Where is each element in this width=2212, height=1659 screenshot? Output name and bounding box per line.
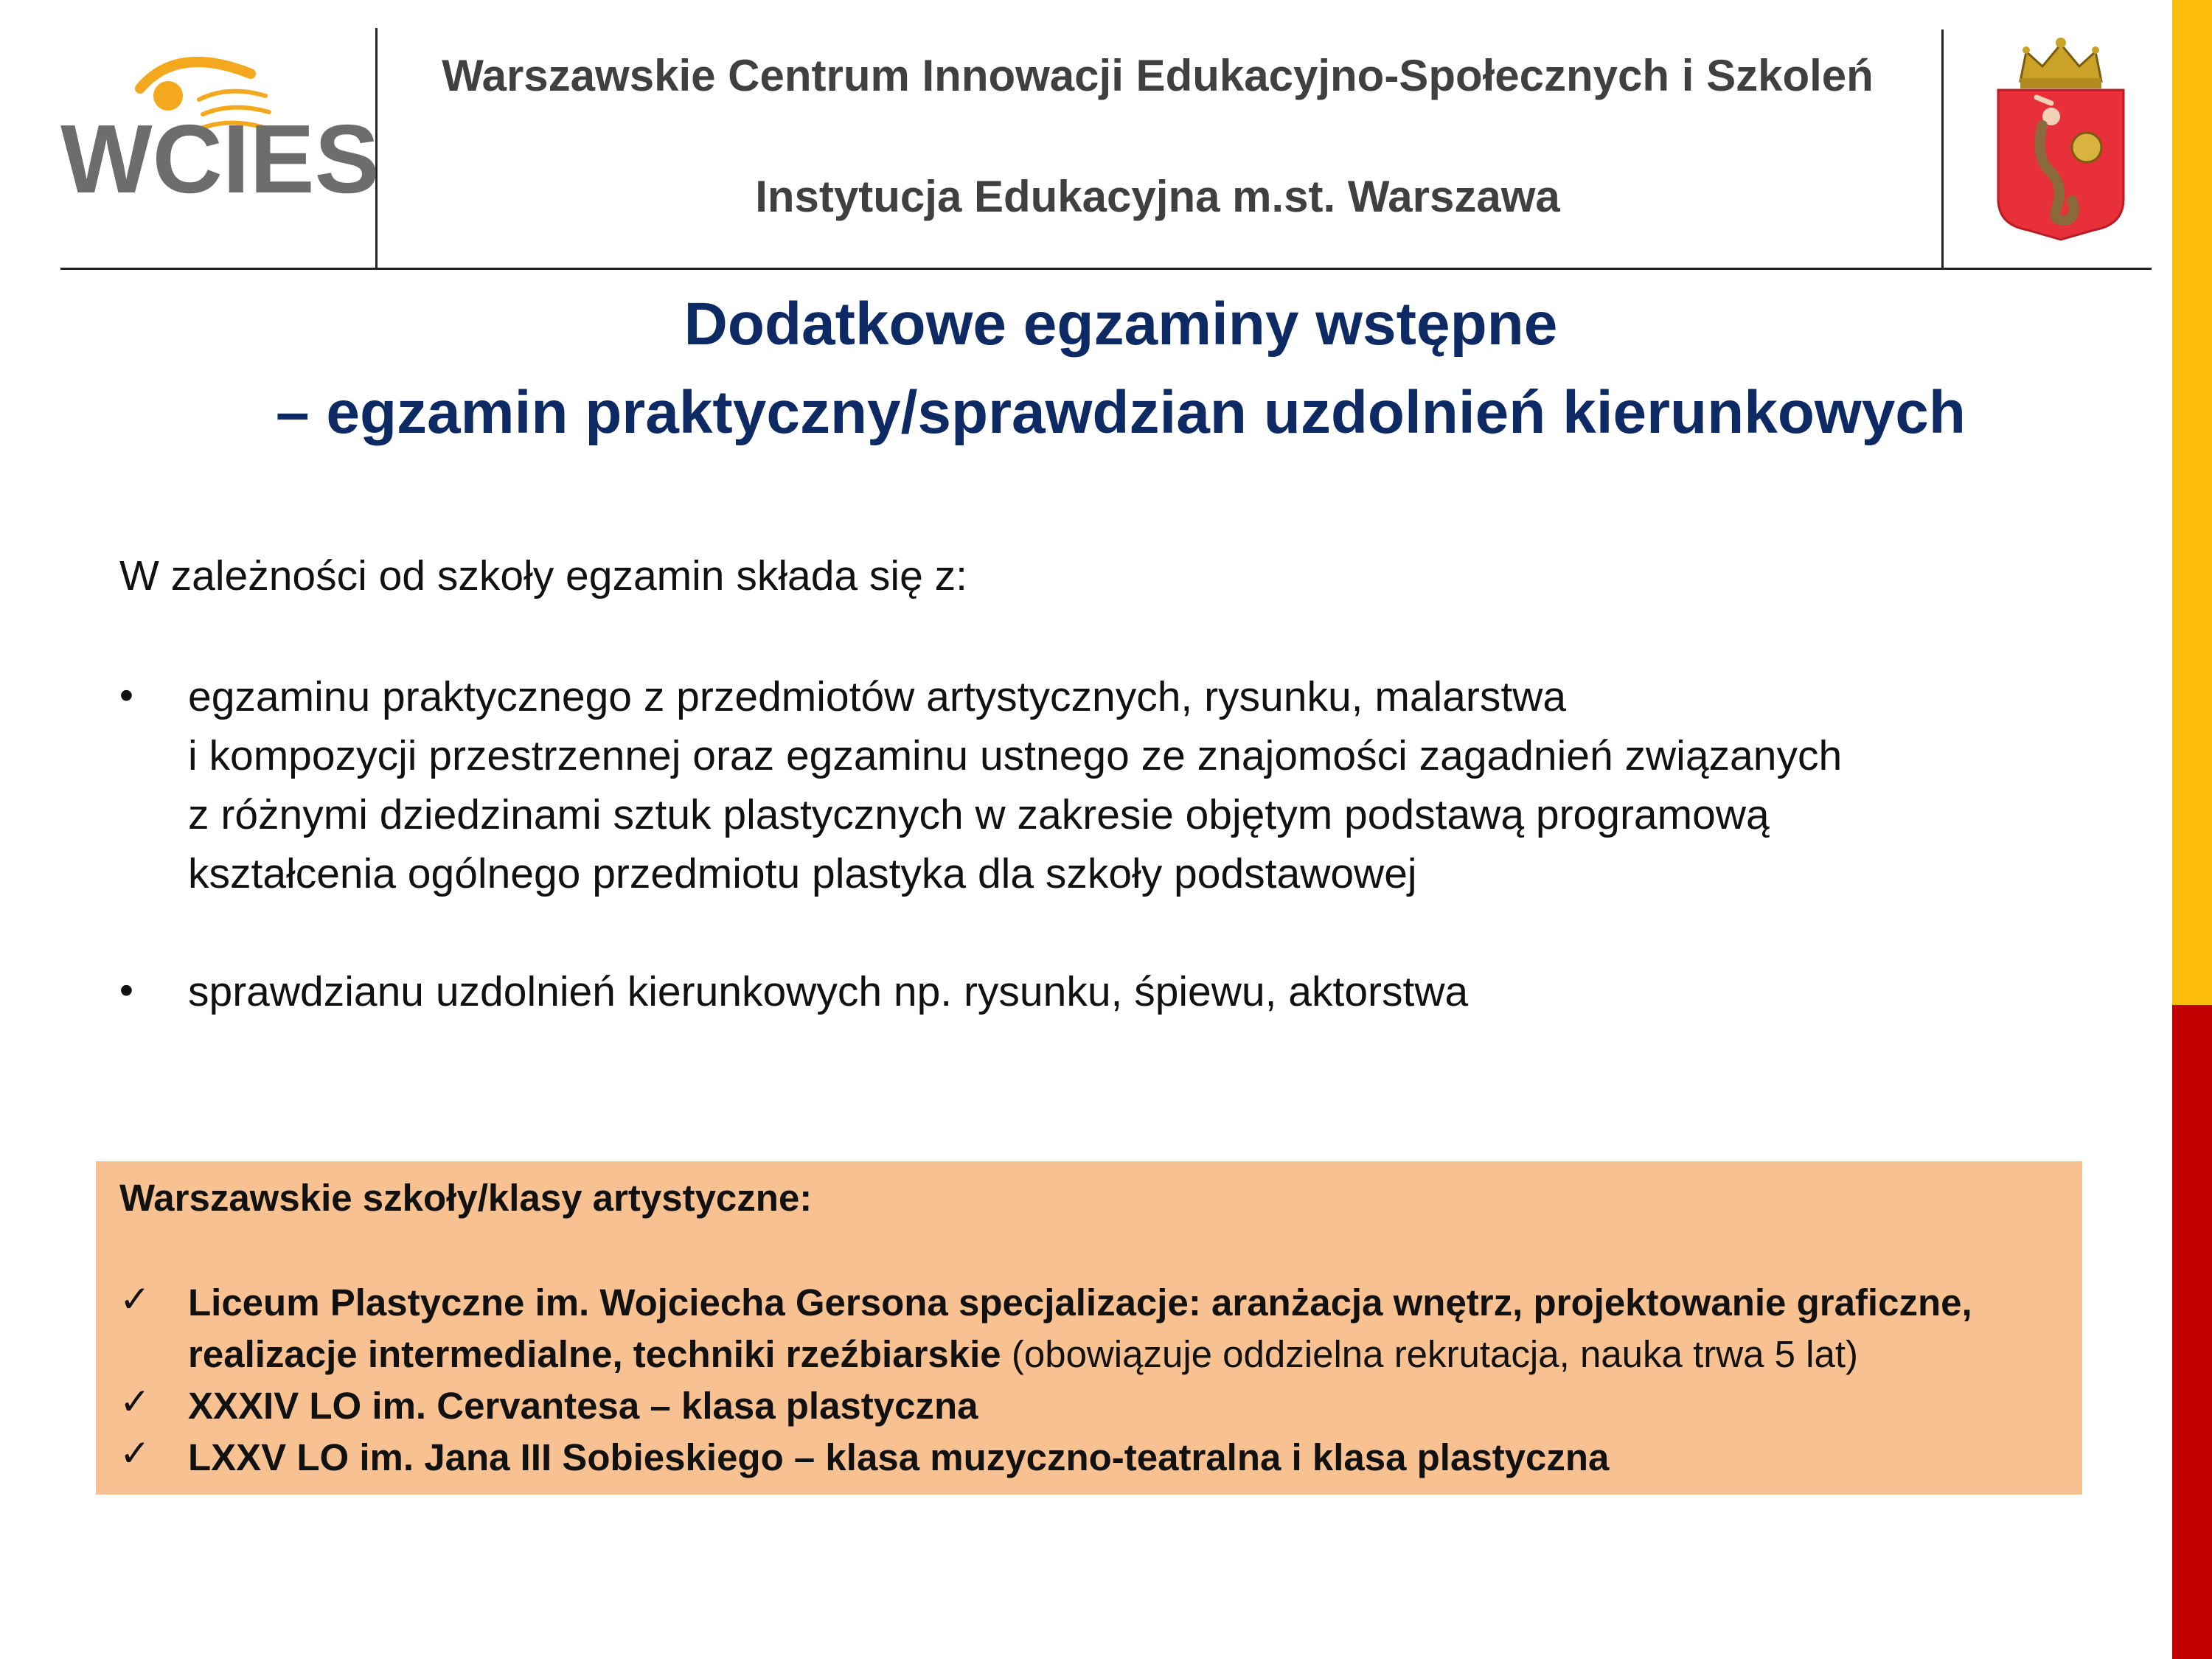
warsaw-crest-icon (1991, 29, 2131, 251)
header-separator-right (1941, 29, 1944, 269)
bullet-line: egzaminu praktycznego z przedmiotów artystycznych, rysunku, malarstwa (188, 673, 1567, 720)
logo-text: WCIES (60, 105, 380, 213)
bullet-item (188, 962, 1468, 1021)
bullet-marker: • (119, 968, 133, 1012)
school-note: (obowiązuje oddzielna rekrutacja, nauka trwa 5 lat) (1001, 1333, 1858, 1375)
school-item (188, 1380, 978, 1432)
org-subtitle: Instytucja Edukacyjna m.st. Warszawa (755, 172, 1560, 221)
wcies-logo (52, 44, 380, 229)
school-item (188, 1432, 1609, 1484)
schools-box-heading: Warszawskie szkoły/klasy artystyczne: (119, 1177, 813, 1219)
school-name: XXXIV LO im. Cervantesa – klasa plastyczna (188, 1385, 978, 1427)
check-icon: ✓ (119, 1433, 150, 1474)
bullet-line: kształcenia ogólnego przedmiotu plastyka dla szkoły podstawowej (188, 850, 1417, 897)
bullet-marker: • (119, 673, 133, 717)
bullet-line: sprawdzianu uzdolnień kierunkowych np. rysunku, śpiewu, aktorstwa (188, 968, 1469, 1015)
slide-title (103, 280, 2138, 457)
bullet-line: i kompozycji przestrzennej oraz egzaminu ustnego ze znajomości zagadnień związanych (188, 732, 1843, 779)
bullet-line: z różnymi dziedzinami sztuk plastycznych w zakresie objętym podstawą programową (188, 791, 1770, 838)
school-name: LXXV LO im. Jana III Sobieskiego – klasa muzyczno-teatralna i klasa plastyczna (188, 1436, 1610, 1478)
header-divider (60, 268, 2152, 270)
title-line-1: Dodatkowe egzaminy wstępne (684, 291, 1558, 358)
edge-bar-red (2172, 1005, 2212, 1659)
title-line-2: – egzamin praktyczny/sprawdzian uzdolnień kierunkowych (275, 379, 1966, 446)
check-icon: ✓ (119, 1279, 150, 1320)
edge-bar-yellow (2172, 0, 2212, 1005)
bullet-item (188, 667, 1842, 903)
intro-text: W zależności od szkoły egzamin składa się z: (119, 552, 967, 599)
school-item (188, 1277, 1972, 1380)
check-icon: ✓ (119, 1381, 150, 1422)
school-name-cont: realizacje intermedialne, techniki rzeźbiarskie (188, 1333, 1001, 1375)
school-name: Liceum Plastyczne im. Wojciecha Gersona specjalizacje: aranżacja wnętrz, projektowanie graficzne, (188, 1281, 1972, 1324)
org-name: Warszawskie Centrum Innowacji Edukacyjno-Społecznych i Szkoleń (442, 51, 1874, 100)
